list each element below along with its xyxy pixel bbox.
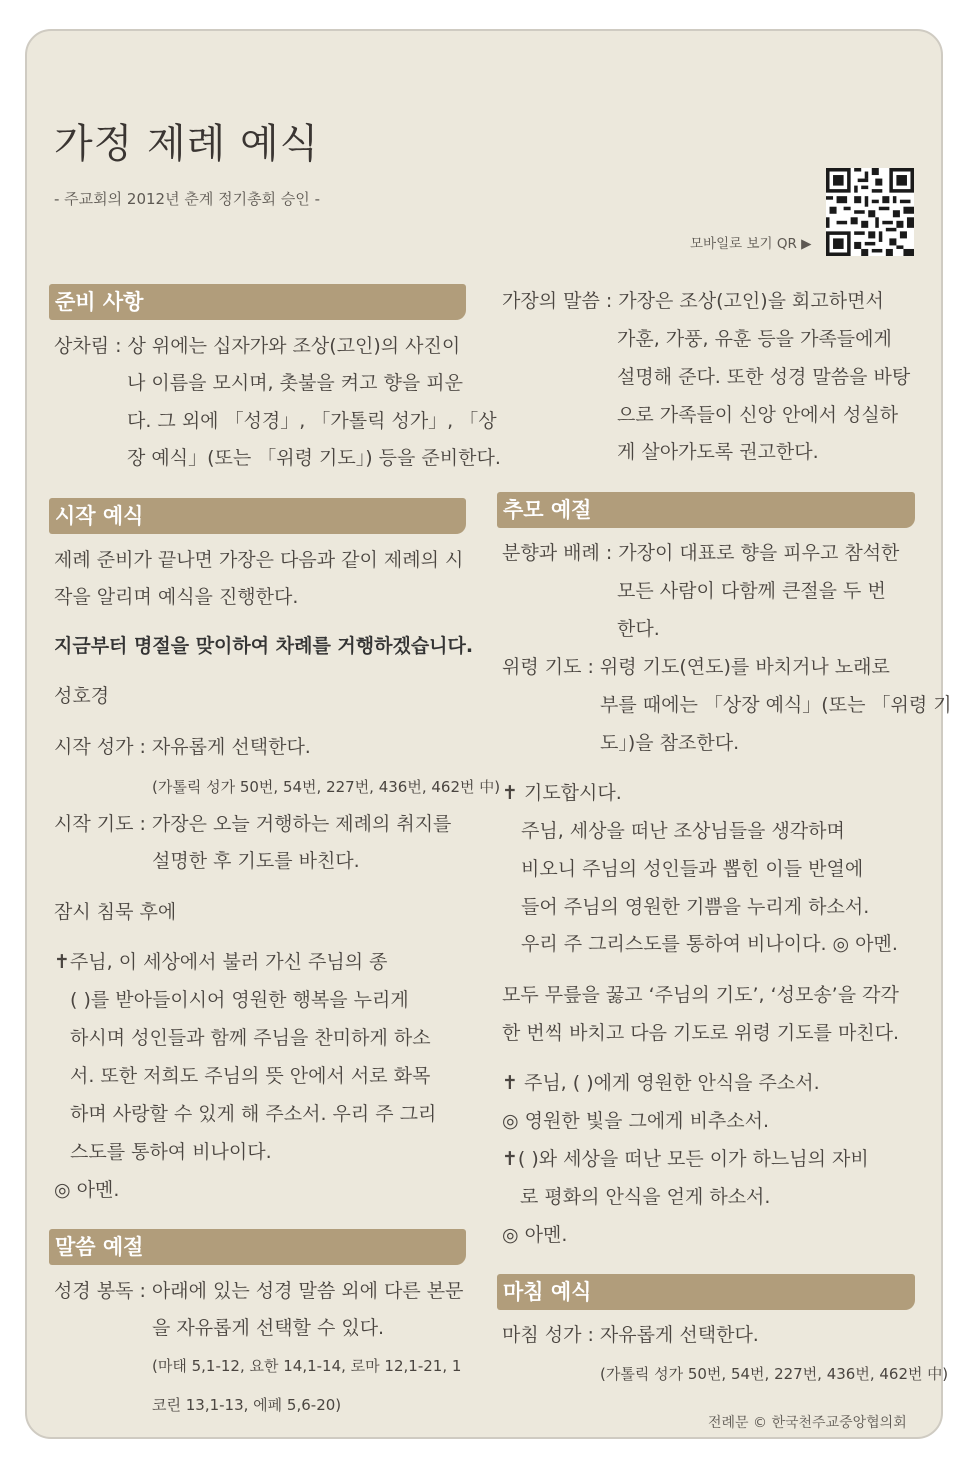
closing-prayer-line: 로 평화의 안식을 얻게 하소서.: [520, 1186, 771, 1208]
prayer-line: ✝주님, 이 세상에서 불러 가신 주님의 종: [54, 951, 388, 973]
requiem-line: 부를 때에는 「상장 예식」(또는 「위령 기: [600, 694, 952, 716]
incense-line: 한다.: [617, 618, 660, 640]
head-words-line: 으로 가족들이 신앙 안에서 성실하: [617, 404, 899, 426]
prayer-line: 서. 또한 저희도 주님의 뜻 안에서 서로 화목: [70, 1065, 431, 1087]
incense-line: 모든 사람이 다함께 큰절을 두 번: [617, 580, 886, 602]
prayer-line: 스도를 통하여 비나이다.: [70, 1141, 272, 1163]
reading-line: 을 자유롭게 선택할 수 있다.: [152, 1317, 385, 1339]
sign-of-cross: 성호경: [54, 685, 110, 707]
start-line: 제례 준비가 끝나면 가장은 다음과 같이 제례의 시: [54, 549, 464, 571]
hymn-note: (가톨릭 성가 50번, 54번, 227번, 436번, 462번 中): [152, 778, 501, 796]
kneel-line: 모두 무릎을 꿇고 ‘주님의 기도’, ‘성모송’을 각각: [502, 984, 899, 1006]
closing-note: (가톨릭 성가 50번, 54번, 227번, 436번, 462번 中): [600, 1365, 949, 1383]
prep-line: 나 이름을 모시며, 촛불을 켜고 향을 피운: [127, 372, 463, 394]
requiem-line: 위령 기도 : 위령 기도(연도)를 바치거나 노래로: [502, 656, 890, 678]
page-title: 가정 제례 예식: [54, 121, 320, 167]
closing-prayer-line: ◎ 영원한 빛을 그에게 비추소서.: [502, 1110, 770, 1132]
start-line: 작을 알리며 예식을 진행한다.: [54, 586, 299, 608]
page-subtitle: - 주교회의 2012년 춘계 정기총회 승인 -: [54, 190, 320, 208]
qr-code-icon[interactable]: [826, 168, 914, 256]
prayer-line: 하시며 성인들과 함께 주님을 찬미하게 하소: [70, 1027, 431, 1049]
kneel-line: 한 번씩 바치고 다음 기도로 위령 기도를 마친다.: [502, 1022, 900, 1044]
heading-preparation: 준비 사항: [49, 284, 466, 320]
closing-prayer-line: ✝ 주님, ( )에게 영원한 안식을 주소서.: [502, 1072, 820, 1094]
heading-opening-rite: 시작 예식: [49, 498, 466, 534]
opening-prayer-line: 시작 기도 : 가장은 오늘 거행하는 제례의 취지를: [54, 813, 452, 835]
prayer-line: ( )를 받아들이시어 영원한 행복을 누리게: [70, 989, 409, 1011]
prayer2-line: 주님, 세상을 떠난 조상님들을 생각하며: [521, 820, 845, 842]
closing-prayer-line: ◎ 아멘.: [502, 1224, 568, 1246]
reading-ref: 코린 13,1-13, 에페 5,6-20): [152, 1396, 342, 1414]
copyright: 전례문 © 한국천주교중앙협의회: [708, 1415, 907, 1431]
heading-memorial-rite: 추모 예절: [497, 492, 915, 528]
opening-prayer-line: 설명한 후 기도를 바친다.: [152, 850, 360, 872]
prayer-line: 하며 사랑할 수 있게 해 주소서. 우리 주 그리: [70, 1103, 437, 1125]
head-words-line: 게 살아가도록 권고한다.: [617, 441, 819, 463]
reading-line: 성경 봉독 : 아래에 있는 성경 말씀 외에 다른 본문: [54, 1280, 464, 1302]
let-us-pray: ✝ 기도합시다.: [502, 782, 622, 804]
closing-prayer-line: ✝( )와 세상을 떠난 모든 이가 하느님의 자비: [502, 1148, 869, 1170]
prayer2-line: 들어 주님의 영원한 기쁨을 누리게 하소서.: [521, 896, 870, 918]
prayer2-line: 우리 주 그리스도를 통하여 비나이다. ◎ 아멘.: [521, 933, 898, 955]
prayer2-line: 비오니 주님의 성인들과 뽑힌 이들 반열에: [521, 858, 864, 880]
closing-hymn: 마침 성가 : 자유롭게 선택한다.: [502, 1324, 759, 1346]
prep-line: 장 예식」(또는 「위령 기도」) 등을 준비한다.: [127, 447, 501, 469]
prep-line: 다. 그 외에 「성경」, 「가톨릭 성가」, 「상: [127, 410, 497, 432]
silence-note: 잠시 침묵 후에: [54, 901, 177, 923]
reading-ref: (마태 5,1-12, 요한 14,1-14, 로마 12,1-21, 1: [152, 1357, 462, 1375]
heading-closing-rite: 마침 예식: [497, 1274, 915, 1310]
prep-line: 상차림 : 상 위에는 십자가와 조상(고인)의 사진이: [54, 335, 461, 357]
requiem-line: 도」)을 참조한다.: [600, 732, 740, 754]
incense-line: 분향과 배례 : 가장이 대표로 향을 피우고 참석한: [502, 542, 900, 564]
start-declaration: 지금부터 명절을 맞이하여 차례를 거행하겠습니다.: [54, 635, 474, 657]
heading-liturgy-of-word: 말씀 예절: [49, 1229, 466, 1265]
head-words-line: 가훈, 가풍, 유훈 등을 가족들에게: [617, 328, 892, 350]
opening-hymn: 시작 성가 : 자유롭게 선택한다.: [54, 736, 311, 758]
qr-label[interactable]: 모바일로 보기 QR ▶: [690, 236, 812, 252]
amen: ◎ 아멘.: [54, 1179, 120, 1201]
head-words-line: 설명해 준다. 또한 성경 말씀을 바탕: [617, 366, 911, 388]
head-words-line: 가장의 말씀 : 가장은 조상(고인)을 회고하면서: [502, 290, 884, 312]
